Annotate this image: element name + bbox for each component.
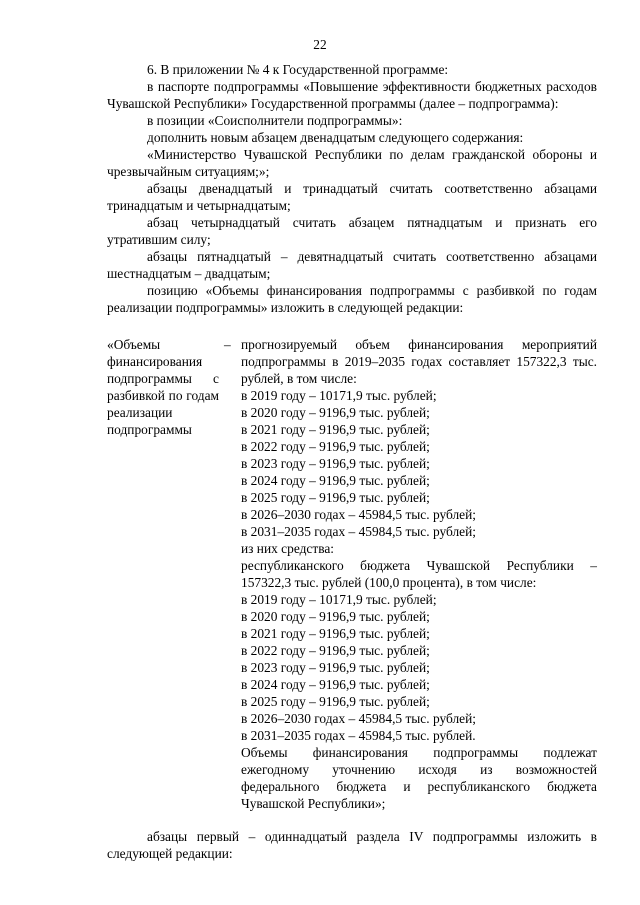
year-budget-line: в 2031–2035 годах – 45984,5 тыс. рублей. xyxy=(241,728,476,743)
from-them-label: из них средства: xyxy=(241,541,335,556)
year-total-line: в 2021 году – 9196,9 тыс. рублей; xyxy=(241,422,430,437)
year-total-line: в 2020 году – 9196,9 тыс. рублей; xyxy=(241,405,430,420)
year-budget-line: в 2021 году – 9196,9 тыс. рублей; xyxy=(241,626,430,641)
paragraph-position-coexecutors: в позиции «Соисполнители подпрограммы»: xyxy=(147,113,403,128)
year-budget-line: в 2023 году – 9196,9 тыс. рублей; xyxy=(241,660,430,675)
year-total-line: в 2031–2035 годах – 45984,5 тыс. рублей; xyxy=(241,524,476,539)
year-total-line: в 2024 году – 9196,9 тыс. рублей; xyxy=(241,473,430,488)
final-section xyxy=(107,828,597,862)
paragraph-funding-position: позицию «Объемы финансирования подпрограммы с разбивкой по годам реализации подпрограммы» изложить в следующей редакции: xyxy=(107,283,597,315)
year-budget-line: в 2019 году – 10171,9 тыс. рублей; xyxy=(241,592,437,607)
funding-intro: прогнозируемый объем финансирования мероприятий подпрограммы в 2019–2035 годах составляет 157322,3 тыс. рублей, в том числе: xyxy=(241,337,597,386)
funding-table-content xyxy=(241,336,597,812)
paragraph-renumber-15-19: абзацы пятнадцатый – девятнадцатый считать соответственно абзацами шестнадцатым – двадцатым; xyxy=(107,249,597,281)
paragraph-renumber-12-13: абзацы двенадцатый и тринадцатый считать соответственно абзацами тринадцатым и четырнадцатым; xyxy=(107,181,597,213)
document-body xyxy=(107,61,597,316)
paragraph-ministry: «Министерство Чувашской Республики по делам гражданской обороны и чрезвычайным ситуациям;»; xyxy=(107,147,597,179)
funding-table-dash: – xyxy=(224,337,231,352)
paragraph-renumber-14: абзац четырнадцатый считать абзацем пятнадцатым и признать его утратившим силу; xyxy=(107,215,597,247)
year-total-line: в 2023 году – 9196,9 тыс. рублей; xyxy=(241,456,430,471)
funding-table-label: «Объемы финансирования подпрограммы с разбивкой по годам реализации подпрограммы xyxy=(107,337,219,437)
year-budget-line: в 2022 году – 9196,9 тыс. рублей; xyxy=(241,643,430,658)
year-total-line: в 2025 году – 9196,9 тыс. рублей; xyxy=(241,490,430,505)
paragraph-item-6: 6. В приложении № 4 к Государственной программе: xyxy=(147,62,449,77)
paragraph-section-iv: абзацы первый – одиннадцатый раздела IV подпрограммы изложить в следующей редакции: xyxy=(107,829,597,861)
year-total-line: в 2019 году – 10171,9 тыс. рублей; xyxy=(241,388,437,403)
budget-intro: республиканского бюджета Чувашской Республики – 157322,3 тыс. рублей (100,0 процента), в том числе: xyxy=(241,558,597,590)
year-budget-line: в 2020 году – 9196,9 тыс. рублей; xyxy=(241,609,430,624)
paragraph-passport: в паспорте подпрограммы «Повышение эффективности бюджетных расходов Чувашской Республики» Государственной программы (далее – подпрограмма): xyxy=(107,79,597,111)
year-total-line: в 2022 году – 9196,9 тыс. рублей; xyxy=(241,439,430,454)
year-budget-line: в 2025 году – 9196,9 тыс. рублей; xyxy=(241,694,430,709)
year-total-line: в 2026–2030 годах – 45984,5 тыс. рублей; xyxy=(241,507,476,522)
paragraph-add-new: дополнить новым абзацем двенадцатым следующего содержания: xyxy=(147,130,524,145)
year-budget-line: в 2024 году – 9196,9 тыс. рублей; xyxy=(241,677,430,692)
page-number: 22 xyxy=(313,37,327,52)
funding-closing: Объемы финансирования подпрограммы подлежат ежегодному уточнению исходя из возможностей федерального бюджета и республиканского бюджета Чувашской Республики»; xyxy=(241,745,597,811)
year-budget-line: в 2026–2030 годах – 45984,5 тыс. рублей; xyxy=(241,711,476,726)
